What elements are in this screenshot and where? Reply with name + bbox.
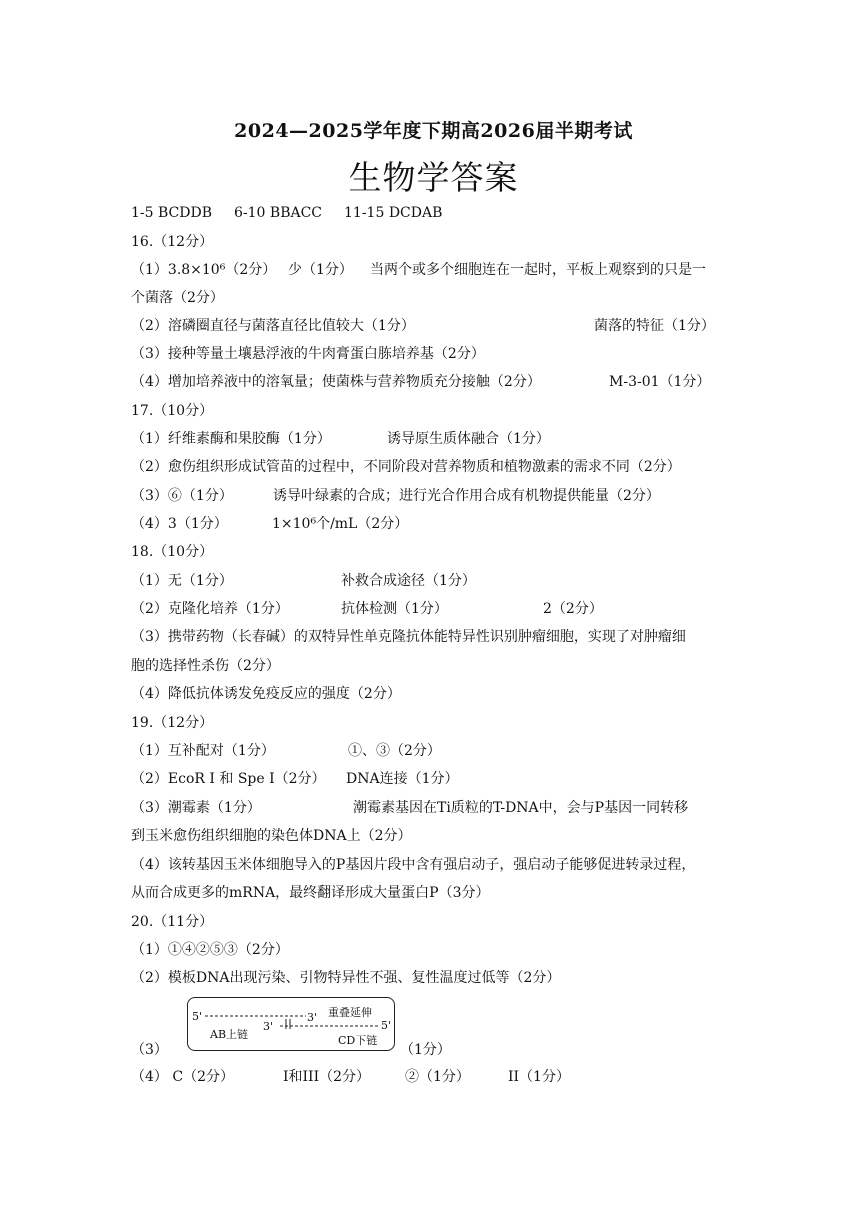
q19-part4-cont: 从而合成更多的mRNA，最终翻译形成大量蛋白P（3分）: [131, 885, 490, 901]
q19-1-b: ①、③（2分）: [348, 743, 441, 759]
q19-2-b: DNA连接（1分）: [346, 771, 459, 787]
q16-2-b: 菌落的特征（1分）: [594, 318, 715, 334]
bottom-5-end: 5': [381, 1019, 392, 1032]
q19-part3-cont: 到玉米愈伤组织细胞的染色体DNA上（2分）: [131, 828, 412, 844]
exam-title: 2024—2025学年度下期高2026届半期考试: [234, 120, 633, 142]
q20-4-b: I和III（2分）: [283, 1069, 371, 1085]
q17-3-b: 诱导叶绿素的合成；进行光合作用合成有机物提供能量（2分）: [273, 488, 660, 504]
q18-1-a: （1）无（1分）: [131, 573, 233, 589]
q20-part1: （1）①④②⑤③（2分）: [131, 942, 289, 958]
top-3-end: 3': [307, 1011, 318, 1024]
q16-4-a: （4）增加培养液中的溶氧量；使菌株与营养物质充分接触（2分）: [131, 374, 541, 390]
q16-part3: （3）接种等量土壤悬浮液的牛肉膏蛋白胨培养基（2分）: [131, 346, 485, 362]
q18-2-b: 抗体检测（1分）: [341, 601, 448, 617]
q19-2-a: （2）EcoR I 和 Spe I（2分）: [131, 771, 326, 787]
q18-2-c: 2（2分）: [543, 601, 603, 617]
bottom-3-end: 3': [263, 1020, 274, 1033]
ab-strand-label: AB上链: [210, 1028, 249, 1041]
q20-part3-score: （1分）: [400, 1042, 451, 1058]
overlap-extension-diagram: [187, 997, 395, 1051]
q19-part4: （4）该转基因玉米体细胞导入的P基因片段中含有强启动子，强启动子能够促进转录过程，: [131, 857, 696, 873]
q18-part3-cont: 胞的选择性杀伤（2分）: [131, 658, 280, 674]
q17-heading: 17.（10分）: [131, 403, 214, 419]
q17-1-a: （1）纤维素酶和果胶酶（1分）: [131, 431, 331, 447]
q19-heading: 19.（12分）: [131, 715, 214, 731]
q17-4-b: 1×10⁶个/mL（2分）: [272, 516, 409, 532]
mc-group-1: 1-5 BCDDB: [131, 205, 212, 221]
cd-strand-label: CD下链: [338, 1034, 378, 1047]
q19-3-a: （3）潮霉素（1分）: [131, 800, 261, 816]
mc-answers: [131, 203, 464, 223]
q20-part3-label: （3）: [131, 1042, 168, 1058]
q16-1-b: 少（1分）: [288, 262, 353, 278]
q20-4-d: II（1分）: [508, 1069, 570, 1085]
q17-3-a: （3）⑥（1分）: [131, 488, 233, 504]
q17-1-b: 诱导原生质体融合（1分）: [387, 431, 550, 447]
q17-4-a: （4）3（1分）: [131, 516, 228, 532]
q19-1-a: （1）互补配对（1分）: [131, 743, 275, 759]
q16-1-a: （1）3.8×10⁶（2分）: [131, 262, 277, 278]
top-5-end: 5': [192, 1010, 203, 1023]
q18-1-b: 补救合成途径（1分）: [341, 573, 476, 589]
q20-heading: 20.（11分）: [131, 914, 214, 930]
q16-1-c: 当两个或多个细胞连在一起时，平板上观察到的只是一: [370, 262, 706, 278]
q18-part3: （3）携带药物（长春碱）的双特异性单克隆抗体能特异性识别肿瘤细胞，实现了对肿瘤细: [131, 629, 686, 645]
mc-group-3: 11-15 DCDAB: [344, 205, 443, 221]
mc-group-2: 6-10 BBACC: [234, 205, 323, 221]
q20-4-c: ②（1分）: [405, 1069, 470, 1085]
q18-2-a: （2）克隆化培养（1分）: [131, 601, 289, 617]
overlap-label: 重叠延伸: [328, 1006, 372, 1019]
q16-2-a: （2）溶磷圈直径与菌落直径比值较大（1分）: [131, 318, 415, 334]
q16-part1-cont: 个菌落（2分）: [131, 290, 224, 306]
q18-heading: 18.（10分）: [131, 544, 214, 560]
q17-part2: （2）愈伤组织形成试管苗的过程中，不同阶段对营养物质和植物激素的需求不同（2分）: [131, 459, 681, 475]
q20-part2: （2）模板DNA出现污染、引物特异性不强、复性温度过低等（2分）: [131, 970, 561, 986]
q19-3-b: 潮霉素基因在Ti质粒的T-DNA中，会与P基因一同转移: [353, 800, 689, 816]
q20-4-a: （4） C（2分）: [131, 1069, 234, 1085]
subject-title: 生物学答案: [348, 158, 519, 197]
q18-part4: （4）降低抗体诱发免疫反应的强度（2分）: [131, 686, 401, 702]
q16-4-b: M-3-01（1分）: [609, 374, 711, 390]
q16-heading: 16.（12分）: [131, 234, 214, 250]
